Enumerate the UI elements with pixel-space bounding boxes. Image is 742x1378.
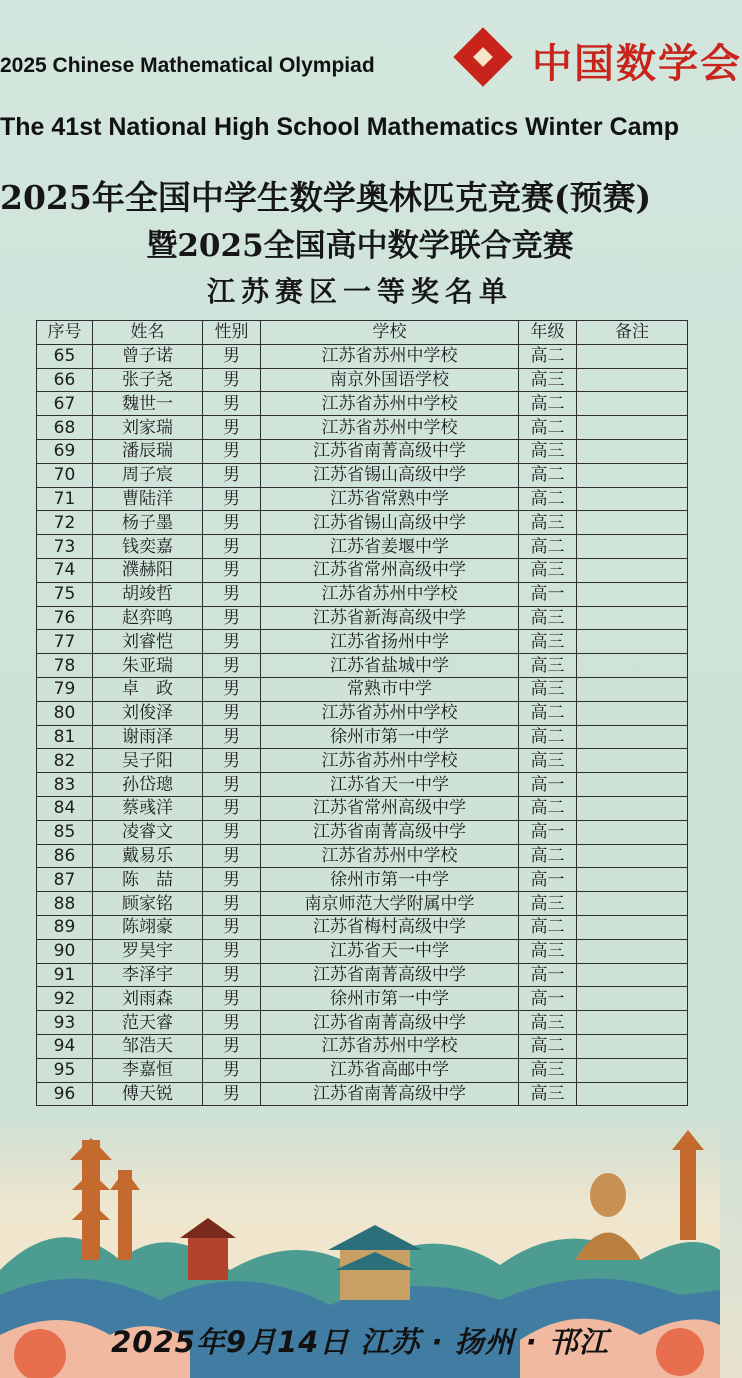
cell-remarks: [577, 725, 688, 749]
cell-gender: 男: [203, 344, 261, 368]
cell-name: 杨子墨: [93, 511, 203, 535]
cell-index: 93: [37, 1011, 93, 1035]
cell-name: 刘家瑞: [93, 416, 203, 440]
cell-remarks: [577, 1034, 688, 1058]
table-row: [37, 963, 688, 987]
cell-school: 江苏省苏州中学校: [261, 701, 519, 725]
cell-grade: 高三: [519, 558, 577, 582]
cell-grade: 高二: [519, 701, 577, 725]
cell-name: 赵弈鸣: [93, 606, 203, 630]
header-grade: 年级: [519, 321, 577, 345]
cell-school: 常熟市中学: [261, 677, 519, 701]
cell-school: 江苏省姜堰中学: [261, 535, 519, 559]
table-row: [37, 344, 688, 368]
table-row: [37, 535, 688, 559]
cell-school: 江苏省南菁高级中学: [261, 820, 519, 844]
cell-school: 江苏省南菁高级中学: [261, 963, 519, 987]
cell-index: 96: [37, 1082, 93, 1106]
header-school: 学校: [261, 321, 519, 345]
cell-gender: 男: [203, 368, 261, 392]
cell-grade: 高三: [519, 1082, 577, 1106]
title-english-2: The 41st National High School Mathematics Winter Camp: [0, 113, 680, 141]
cell-index: 78: [37, 654, 93, 678]
cell-remarks: [577, 344, 688, 368]
cell-gender: 男: [203, 725, 261, 749]
cell-index: 94: [37, 1034, 93, 1058]
cell-grade: 高三: [519, 677, 577, 701]
cell-remarks: [577, 892, 688, 916]
cell-gender: 男: [203, 463, 261, 487]
cell-index: 79: [37, 677, 93, 701]
header-index: 序号: [37, 321, 93, 345]
cms-logo: [458, 30, 742, 96]
cell-gender: 男: [203, 1034, 261, 1058]
footer-date-location: 2025年9月14日 江苏 · 扬州 · 邗江: [111, 1325, 609, 1359]
cell-name: 钱奕嘉: [93, 535, 203, 559]
cell-grade: 高三: [519, 511, 577, 535]
cell-grade: 高三: [519, 368, 577, 392]
cell-name: 凌睿文: [93, 820, 203, 844]
cell-index: 67: [37, 392, 93, 416]
cell-name: 戴易乐: [93, 844, 203, 868]
cell-name: 范天睿: [93, 1011, 203, 1035]
cell-remarks: [577, 868, 688, 892]
cell-gender: 男: [203, 1082, 261, 1106]
table-row: [37, 392, 688, 416]
cell-grade: 高三: [519, 630, 577, 654]
cell-grade: 高三: [519, 606, 577, 630]
cell-school: 江苏省苏州中学校: [261, 582, 519, 606]
table-row: [37, 416, 688, 440]
cell-index: 95: [37, 1058, 93, 1082]
cell-index: 82: [37, 749, 93, 773]
cell-index: 81: [37, 725, 93, 749]
cell-gender: 男: [203, 630, 261, 654]
table-row: [37, 844, 688, 868]
cell-remarks: [577, 820, 688, 844]
cell-remarks: [577, 630, 688, 654]
cell-grade: 高二: [519, 344, 577, 368]
cell-index: 71: [37, 487, 93, 511]
cell-grade: 高三: [519, 1058, 577, 1082]
cell-remarks: [577, 511, 688, 535]
table-row: [37, 630, 688, 654]
cell-index: 80: [37, 701, 93, 725]
cell-index: 74: [37, 558, 93, 582]
cell-name: 周子宸: [93, 463, 203, 487]
cell-index: 86: [37, 844, 93, 868]
cell-grade: 高二: [519, 392, 577, 416]
cell-grade: 高一: [519, 868, 577, 892]
table-row: [37, 463, 688, 487]
cell-name: 濮赫阳: [93, 558, 203, 582]
table-row: [37, 582, 688, 606]
cell-school: 江苏省高邮中学: [261, 1058, 519, 1082]
table-row: [37, 368, 688, 392]
cell-gender: 男: [203, 654, 261, 678]
logo-diamond-icon: [453, 27, 512, 86]
cell-remarks: [577, 606, 688, 630]
cell-index: 87: [37, 868, 93, 892]
cell-grade: 高二: [519, 844, 577, 868]
cell-school: 江苏省苏州中学校: [261, 416, 519, 440]
cell-gender: 男: [203, 416, 261, 440]
cell-name: 魏世一: [93, 392, 203, 416]
cell-remarks: [577, 773, 688, 797]
cell-name: 潘辰瑞: [93, 439, 203, 463]
cell-index: 85: [37, 820, 93, 844]
table-row: [37, 558, 688, 582]
cell-name: 卓 政: [93, 677, 203, 701]
title-chinese-3: 江苏赛区一等奖名单: [206, 275, 513, 308]
cell-name: 胡竣哲: [93, 582, 203, 606]
cell-index: 69: [37, 439, 93, 463]
cell-gender: 男: [203, 844, 261, 868]
cell-gender: 男: [203, 487, 261, 511]
cell-grade: 高二: [519, 416, 577, 440]
cell-index: 91: [37, 963, 93, 987]
cell-remarks: [577, 796, 688, 820]
table-body: [37, 344, 688, 1106]
table-row: [37, 749, 688, 773]
cell-grade: 高一: [519, 820, 577, 844]
cell-name: 刘睿恺: [93, 630, 203, 654]
cell-school: 江苏省苏州中学校: [261, 392, 519, 416]
table-row: [37, 511, 688, 535]
cell-grade: 高二: [519, 487, 577, 511]
cell-remarks: [577, 963, 688, 987]
cell-remarks: [577, 392, 688, 416]
header-name: 姓名: [93, 321, 203, 345]
header-gender: 性别: [203, 321, 261, 345]
table-row: [37, 796, 688, 820]
cell-index: 76: [37, 606, 93, 630]
cell-grade: 高二: [519, 1034, 577, 1058]
cell-gender: 男: [203, 701, 261, 725]
cell-name: 傅天锐: [93, 1082, 203, 1106]
cell-remarks: [577, 439, 688, 463]
cell-index: 88: [37, 892, 93, 916]
cell-grade: 高三: [519, 939, 577, 963]
cell-gender: 男: [203, 535, 261, 559]
cell-gender: 男: [203, 987, 261, 1011]
title-english-1: 2025 Chinese Mathematical Olympiad: [0, 54, 375, 77]
cell-gender: 男: [203, 1011, 261, 1035]
cell-gender: 男: [203, 892, 261, 916]
cell-school: 江苏省天一中学: [261, 773, 519, 797]
cell-gender: 男: [203, 582, 261, 606]
cell-index: 83: [37, 773, 93, 797]
cell-name: 曾子诺: [93, 344, 203, 368]
cell-grade: 高一: [519, 963, 577, 987]
cell-gender: 男: [203, 820, 261, 844]
cell-gender: 男: [203, 511, 261, 535]
cell-gender: 男: [203, 963, 261, 987]
cell-remarks: [577, 1058, 688, 1082]
cell-remarks: [577, 487, 688, 511]
cell-name: 罗昊宇: [93, 939, 203, 963]
cell-gender: 男: [203, 439, 261, 463]
table-row: [37, 892, 688, 916]
cell-name: 张子尧: [93, 368, 203, 392]
cell-index: 68: [37, 416, 93, 440]
cell-index: 92: [37, 987, 93, 1011]
table-row: [37, 701, 688, 725]
cell-name: 陈翊豪: [93, 915, 203, 939]
cell-name: 朱亚瑞: [93, 654, 203, 678]
cell-gender: 男: [203, 773, 261, 797]
cell-gender: 男: [203, 749, 261, 773]
cell-remarks: [577, 987, 688, 1011]
table-row: [37, 773, 688, 797]
cell-index: 75: [37, 582, 93, 606]
table-header-row: [37, 321, 688, 345]
cell-remarks: [577, 701, 688, 725]
cell-index: 72: [37, 511, 93, 535]
cell-name: 陈 喆: [93, 868, 203, 892]
cell-remarks: [577, 1082, 688, 1106]
cell-index: 84: [37, 796, 93, 820]
cell-grade: 高三: [519, 654, 577, 678]
cell-gender: 男: [203, 796, 261, 820]
cell-grade: 高三: [519, 892, 577, 916]
table-row: [37, 677, 688, 701]
cell-school: 江苏省锡山高级中学: [261, 463, 519, 487]
header-remarks: 备注: [577, 321, 688, 345]
cell-name: 李泽宇: [93, 963, 203, 987]
cell-school: 江苏省扬州中学: [261, 630, 519, 654]
table-row: [37, 915, 688, 939]
cell-remarks: [577, 416, 688, 440]
cell-grade: 高一: [519, 582, 577, 606]
cell-gender: 男: [203, 392, 261, 416]
cell-school: 江苏省苏州中学校: [261, 344, 519, 368]
cell-index: 89: [37, 915, 93, 939]
cell-grade: 高三: [519, 1011, 577, 1035]
cell-remarks: [577, 535, 688, 559]
table-row: [37, 868, 688, 892]
cell-index: 73: [37, 535, 93, 559]
cell-remarks: [577, 844, 688, 868]
awards-table: [36, 320, 688, 1106]
cell-grade: 高二: [519, 915, 577, 939]
cell-school: 南京师范大学附属中学: [261, 892, 519, 916]
cell-grade: 高三: [519, 439, 577, 463]
cell-remarks: [577, 749, 688, 773]
cell-school: 江苏省苏州中学校: [261, 844, 519, 868]
table-row: [37, 439, 688, 463]
cell-gender: 男: [203, 558, 261, 582]
cell-remarks: [577, 463, 688, 487]
table-row: [37, 1058, 688, 1082]
cell-gender: 男: [203, 915, 261, 939]
cell-remarks: [577, 1011, 688, 1035]
cell-index: 66: [37, 368, 93, 392]
cell-grade: 高一: [519, 773, 577, 797]
cell-remarks: [577, 368, 688, 392]
cell-index: 77: [37, 630, 93, 654]
cell-name: 谢雨泽: [93, 725, 203, 749]
table-row: [37, 1011, 688, 1035]
cell-name: 吴子阳: [93, 749, 203, 773]
cell-school: 徐州市第一中学: [261, 987, 519, 1011]
cell-name: 孙岱璁: [93, 773, 203, 797]
cell-grade: 高二: [519, 535, 577, 559]
table-row: [37, 487, 688, 511]
cell-remarks: [577, 677, 688, 701]
cell-school: 江苏省常州高级中学: [261, 558, 519, 582]
table-row: [37, 654, 688, 678]
table-row: [37, 820, 688, 844]
cell-school: 徐州市第一中学: [261, 725, 519, 749]
logo-text: 中国数学会: [532, 40, 742, 87]
cell-name: 蔡彧洋: [93, 796, 203, 820]
cell-remarks: [577, 558, 688, 582]
cell-name: 刘俊泽: [93, 701, 203, 725]
cell-gender: 男: [203, 868, 261, 892]
cell-grade: 高一: [519, 987, 577, 1011]
title-chinese-1: 2025年全国中学生数学奥林匹克竞赛(预赛): [0, 178, 652, 217]
cell-school: 南京外国语学校: [261, 368, 519, 392]
cell-grade: 高二: [519, 725, 577, 749]
cell-name: 李嘉恒: [93, 1058, 203, 1082]
title-chinese-2: 暨2025全国高中数学联合竞赛: [146, 228, 574, 264]
cell-index: 65: [37, 344, 93, 368]
cell-school: 江苏省天一中学: [261, 939, 519, 963]
table-row: [37, 606, 688, 630]
cell-name: 邹浩天: [93, 1034, 203, 1058]
cell-gender: 男: [203, 1058, 261, 1082]
cell-gender: 男: [203, 939, 261, 963]
cell-school: 江苏省南菁高级中学: [261, 1011, 519, 1035]
cell-index: 90: [37, 939, 93, 963]
cell-name: 顾家铭: [93, 892, 203, 916]
table-row: [37, 939, 688, 963]
cell-name: 曹陆洋: [93, 487, 203, 511]
cell-school: 江苏省南菁高级中学: [261, 1082, 519, 1106]
cell-grade: 高二: [519, 463, 577, 487]
cell-school: 江苏省常州高级中学: [261, 796, 519, 820]
cell-school: 江苏省锡山高级中学: [261, 511, 519, 535]
cell-index: 70: [37, 463, 93, 487]
table-row: [37, 1082, 688, 1106]
cell-school: 江苏省苏州中学校: [261, 1034, 519, 1058]
cell-gender: 男: [203, 606, 261, 630]
table-row: [37, 1034, 688, 1058]
cell-school: 徐州市第一中学: [261, 868, 519, 892]
table-row: [37, 725, 688, 749]
cell-school: 江苏省盐城中学: [261, 654, 519, 678]
cell-school: 江苏省新海高级中学: [261, 606, 519, 630]
cell-school: 江苏省常熟中学: [261, 487, 519, 511]
table-row: [37, 987, 688, 1011]
cell-gender: 男: [203, 677, 261, 701]
cell-grade: 高二: [519, 796, 577, 820]
cell-school: 江苏省南菁高级中学: [261, 439, 519, 463]
cell-remarks: [577, 939, 688, 963]
cell-school: 江苏省梅村高级中学: [261, 915, 519, 939]
cell-remarks: [577, 915, 688, 939]
cell-remarks: [577, 582, 688, 606]
cell-remarks: [577, 654, 688, 678]
cell-school: 江苏省苏州中学校: [261, 749, 519, 773]
cell-grade: 高三: [519, 749, 577, 773]
cell-name: 刘雨森: [93, 987, 203, 1011]
